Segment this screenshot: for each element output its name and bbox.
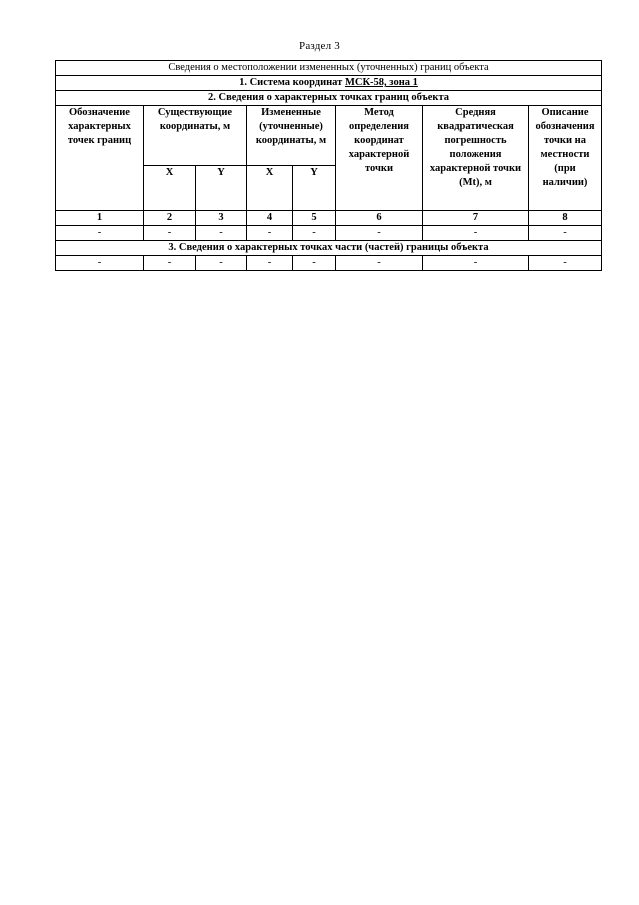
table-cell: - [336,226,423,241]
table-cell: - [423,256,529,271]
header-changed-x: X [247,166,293,211]
section2-title: 2. Сведения о характерных точках границ объекта [56,91,602,106]
table-cell: - [247,226,293,241]
header-existing-x: X [144,166,196,211]
table-cell: - [247,256,293,271]
column-number: 7 [423,211,529,226]
header-existing-coords: Существующие координаты, м [144,106,247,166]
section-label: Раздел 3 [299,40,340,52]
column-number: 3 [196,211,247,226]
header-changed-y: Y [293,166,336,211]
column-number: 6 [336,211,423,226]
coordinate-system-row [56,76,602,91]
boundary-table [55,60,602,271]
table-caption: Сведения о местоположении измененных (уточненных) границ объекта [56,61,602,76]
table-row [56,226,602,241]
table-cell: - [336,256,423,271]
table-cell: - [144,226,196,241]
column-number: 2 [144,211,196,226]
column-number: 1 [56,211,144,226]
table-cell: - [423,226,529,241]
header-changed-coords: Измененные (уточненные) координаты, м [247,106,336,166]
header-existing-y: Y [196,166,247,211]
table-cell: - [529,226,602,241]
table-cell: - [56,226,144,241]
column-number: 5 [293,211,336,226]
column-number: 8 [529,211,602,226]
table-cell: - [293,256,336,271]
header-mean-error: Средняя квадратическая погрешность положения характерной точки (Mt), м [423,106,529,211]
table-row [56,256,602,271]
section3-title: 3. Сведения о характерных точках части (частей) границы объекта [56,241,602,256]
table-cell: - [56,256,144,271]
coordinate-system-prefix: 1. Система координат [239,77,345,88]
table-cell: - [196,226,247,241]
table-cell: - [529,256,602,271]
table-cell: - [196,256,247,271]
column-number-row [56,211,602,226]
header-method: Метод определения координат характерной точки [336,106,423,211]
coordinate-system-value: МСК-58, зона 1 [344,77,418,88]
table-cell: - [144,256,196,271]
header-description: Описание обозначения точки на местности (при наличии) [529,106,602,211]
column-number: 4 [247,211,293,226]
header-point-designation: Обозначение характерных точек границ [56,106,144,211]
table-cell: - [293,226,336,241]
